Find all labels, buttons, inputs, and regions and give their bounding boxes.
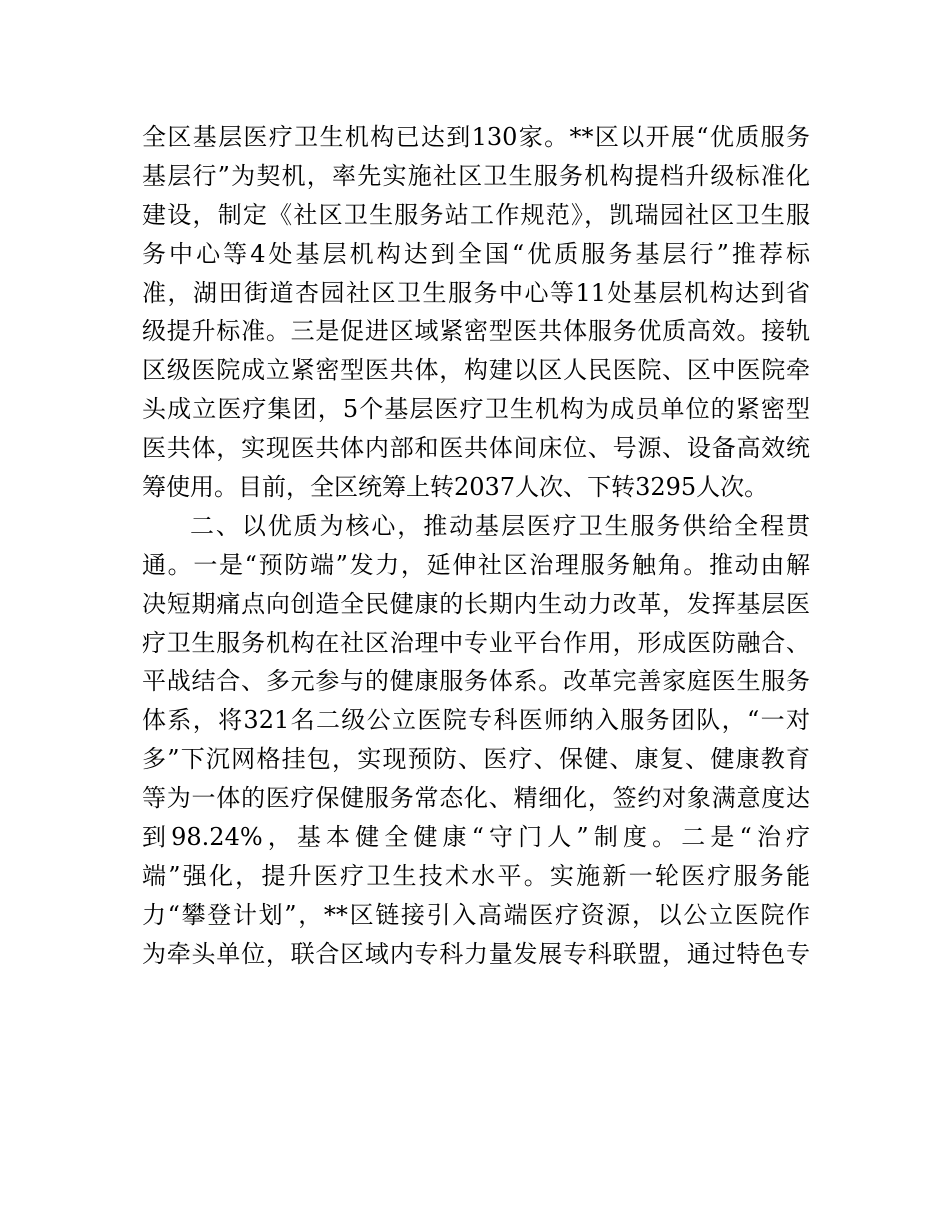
document-body [142,118,810,974]
text-line: 区级医院成立紧密型医共体，构建以区人民医院、区中医院牵 [142,356,810,385]
text-line: 准，湖田街道杏园社区卫生服务中心等11处基层机构达到省 [142,278,810,307]
text-line: 疗卫生服务机构在社区治理中专业平台作用，形成医防融合、 [142,628,810,657]
text-line: 头成立医疗集团，5个基层医疗卫生机构为成员单位的紧密型 [142,395,810,424]
text-line: 建设，制定《社区卫生服务站工作规范》，凯瑞园社区卫生服 [142,200,810,229]
text-line: 务中心等4处基层机构达到全国“优质服务基层行”推荐标 [142,239,810,268]
text-line: 到98.24%，基本健全健康“守门人”制度。二是“治疗 [142,823,810,852]
text-line: 通。一是“预防端”发力，延伸社区治理服务触角。推动由解 [142,550,810,579]
text-line: 医共体，实现医共体内部和医共体间床位、号源、设备高效统 [142,434,810,463]
text-line: 二、以优质为核心，推动基层医疗卫生服务供给全程贯 [190,511,810,540]
paragraph-1 [142,118,810,507]
text-line: 平战结合、多元参与的健康服务体系。改革完善家庭医生服务 [142,667,810,696]
text-line: 级提升标准。三是促进区域紧密型医共体服务优质高效。接轨 [142,317,810,346]
text-line: 基层行”为契机，率先实施社区卫生服务机构提档升级标准化 [142,161,810,190]
text-line: 决短期痛点向创造全民健康的长期内生动力改革，发挥基层医 [142,589,810,618]
text-line: 为牵头单位，联合区域内专科力量发展专科联盟，通过特色专 [142,939,810,968]
text-line: 多”下沉网格挂包，实现预防、医疗、保健、康复、健康教育 [142,745,810,774]
text-line: 力“攀登计划”，**区链接引入高端医疗资源，以公立医院作 [142,900,810,929]
paragraph-2 [142,507,810,974]
text-line: 体系，将321名二级公立医院专科医师纳入服务团队，“一对 [142,706,810,735]
text-line: 端”强化，提升医疗卫生技术水平。实施新一轮医疗服务能 [142,861,810,890]
text-line: 等为一体的医疗保健服务常态化、精细化，签约对象满意度达 [142,784,810,813]
text-line: 全区基层医疗卫生机构已达到130家。**区以开展“优质服务 [142,123,810,151]
text-line: 筹使用。目前，全区统筹上转2037人次、下转3295人次。 [142,473,769,502]
